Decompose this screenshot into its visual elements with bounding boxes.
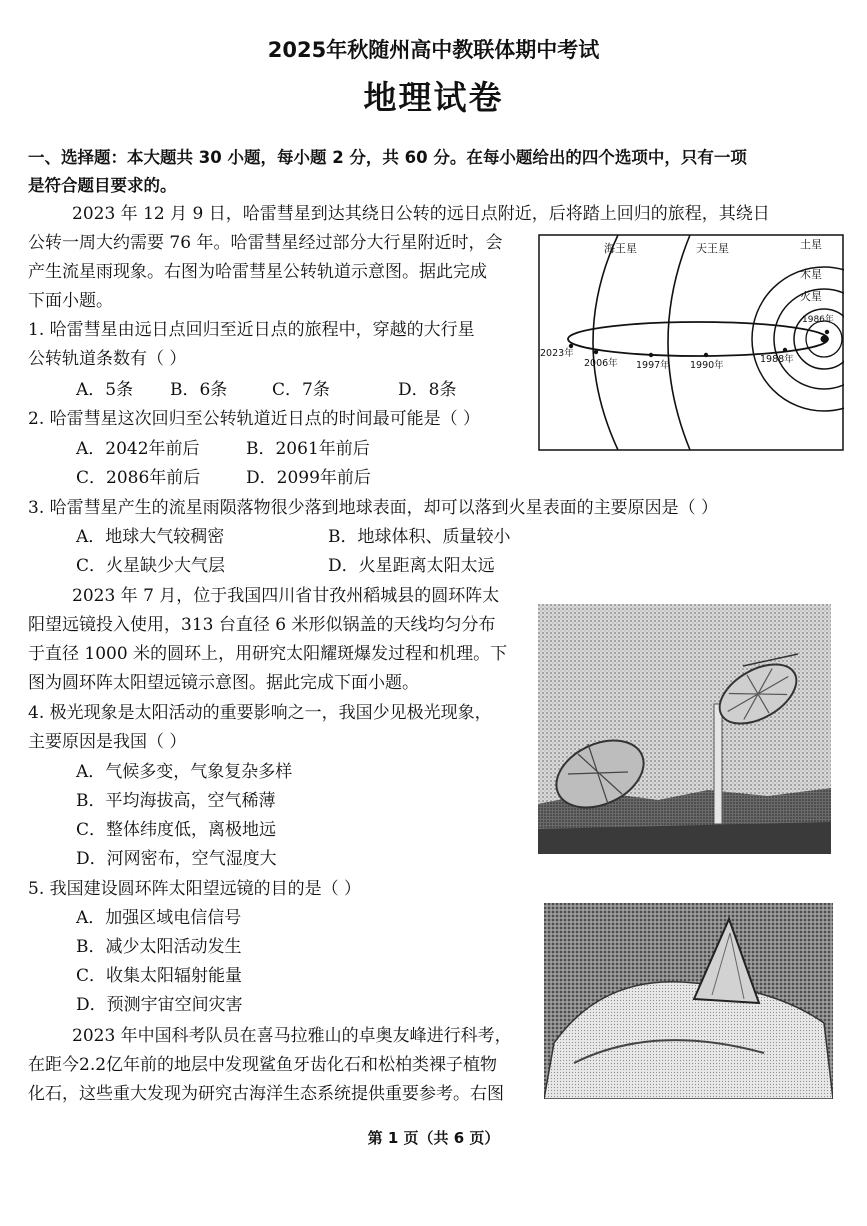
q2-option-c: C．2086年前后 [76,468,201,488]
q1-option-c: C．7条 [272,380,330,400]
year-marker [783,348,787,352]
passage2-line: 图为圆环阵太阳望远镜示意图。据此完成下面小题。 [28,673,419,693]
planet-label-saturn: 土星 [800,238,822,251]
q4-option-c: C．整体纬度低，离极地远 [76,820,277,840]
section-heading-line2: 是符合题目要求的。 [28,176,177,195]
q2-option-b: B．2061年前后 [246,439,370,459]
year-label: 1990年 [690,360,724,371]
fossil-photo [544,903,833,1099]
passage2-line: 2023 年 7 月，位于我国四川省甘孜州稻城县的圆环阵太 [72,586,500,606]
year-label: 2006年 [584,358,618,369]
year-marker [649,353,653,357]
planet-label-jupiter: 木星 [800,268,822,281]
q4-stem: 4. 极光现象是太阳活动的重要影响之一，我国少见极光现象， [28,703,492,723]
year-label: 1997年 [636,360,670,371]
subject-title: 地理试卷 [363,78,504,117]
q1-option-a: A．5条 [76,380,134,400]
planet-label-uranus: 天王星 [696,242,729,255]
page-number: 第 1 页（共 6 页） [367,1129,500,1147]
section-heading-line1: 一、选择题：本大题共 30 小题，每小题 2 分，共 60 分。在每小题给出的四个选项中，只有一项 [28,148,747,167]
q5-option-d: D．预测宇宙空间灾害 [76,995,243,1015]
planet-label-neptune: 海王星 [604,242,637,255]
q5-option-c: C．收集太阳辐射能量 [76,966,243,986]
q1-option-d: D．8条 [398,380,457,400]
q2-option-a: A．2042年前后 [76,439,200,459]
orbit-svg [538,234,844,451]
passage1-line: 产生流星雨现象。右图为哈雷彗星公转轨道示意图。据此完成 [28,262,487,282]
exam-title: 2025年秋随州高中教联体期中考试 [267,38,600,62]
passage1-line: 2023 年 12 月 9 日，哈雷彗星到达其绕日公转的远日点附近，后将踏上回归的旅程，其绕日 [72,204,770,224]
q5-option-a: A．加强区域电信信号 [76,908,242,928]
q3-option-a: A．地球大气较稠密 [76,527,225,547]
fossil-svg [544,903,833,1099]
passage3-line: 化石，这些重大发现为研究古海洋生态系统提供重要参考。右图 [28,1084,504,1104]
year-marker [825,330,829,334]
q4-option-d: D．河网密布，空气湿度大 [76,849,277,869]
q4-stem: 主要原因是我国（ ） [28,732,187,752]
sun-marker [821,336,828,343]
q3-stem: 3. 哈雷彗星产生的流星雨陨落物很少落到地球表面，却可以落到火星表面的主要原因是（ ） [28,498,719,518]
passage1-line: 公转一周大约需要 76 年。哈雷彗星经过部分大行星附近时，会 [28,233,503,253]
telescope-svg [538,604,831,854]
q5-option-b: B．减少太阳活动发生 [76,937,242,957]
q3-option-b: B．地球体积、质量较小 [328,527,511,547]
year-label: 2023年 [540,348,574,359]
planet-label-mars: 火星 [800,290,822,303]
year-label: 1986年 [802,315,834,325]
halley-orbit-diagram [538,234,844,451]
passage3-line: 2023 年中国科考队员在喜马拉雅山的卓奥友峰进行科考， [72,1026,512,1046]
q4-option-a: A．气候多变，气象复杂多样 [76,762,293,782]
passage2-line: 于直径 1000 米的圆环上，用研究太阳耀斑爆发过程和机理。下 [28,644,508,664]
year-marker [704,353,708,357]
q3-option-d: D．火星距离太阳太远 [328,556,495,576]
q1-stem: 1. 哈雷彗星由远日点回归至近日点的旅程中，穿越的大行星 [28,320,475,340]
q1-stem: 公转轨道条数有（ ） [28,349,187,369]
q2-stem: 2. 哈雷彗星这次回归至公转轨道近日点的时间最可能是（ ） [28,409,481,429]
q4-option-b: B．平均海拔高，空气稀薄 [76,791,276,811]
q2-option-d: D．2099年前后 [246,468,371,488]
year-label: 1988年 [760,354,794,365]
diagram-frame [539,235,843,450]
year-marker [594,350,598,354]
telescope-photo [538,604,831,854]
q1-option-b: B．6条 [170,380,228,400]
q5-stem: 5. 我国建设圆环阵太阳望远镜的目的是（ ） [28,879,362,899]
passage2-line: 阳望远镜投入使用，313 台直径 6 米形似锅盖的天线均匀分布 [28,615,496,635]
passage3-line: 在距今2.2亿年前的地层中发现鲨鱼牙齿化石和松柏类裸子植物 [28,1055,498,1075]
q3-option-c: C．火星缺少大气层 [76,556,226,576]
passage1-line: 下面小题。 [28,291,113,311]
